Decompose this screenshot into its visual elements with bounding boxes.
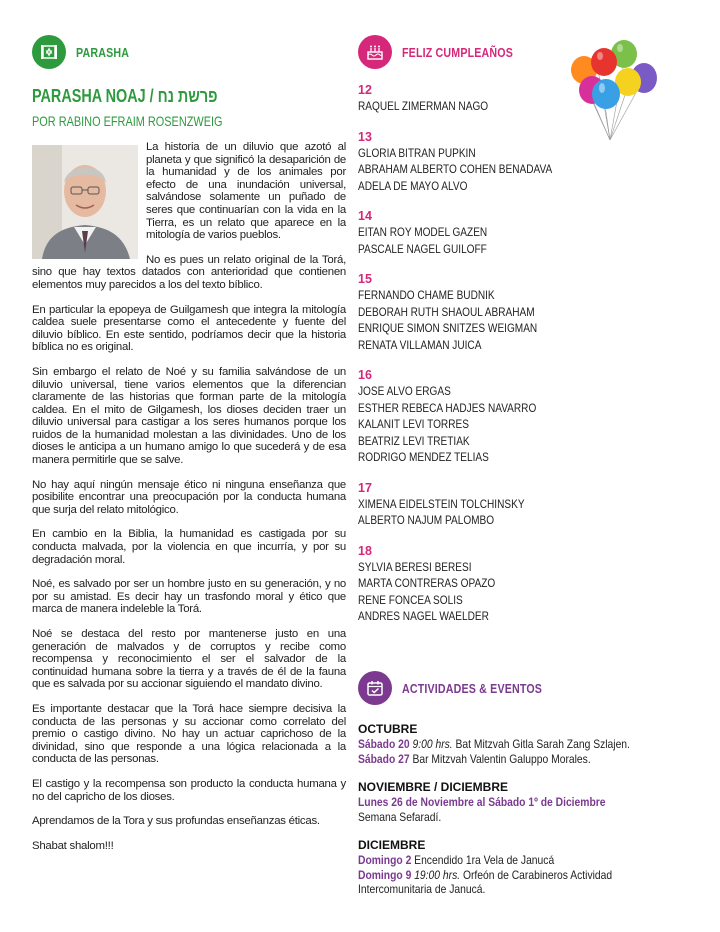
birthday-name: ABRAHAM ALBERTO COHEN BENADAVA (358, 162, 553, 176)
birthday-day: 13 (358, 129, 372, 144)
birthday-name: RAQUEL ZIMERMAN NAGO (358, 99, 489, 113)
birthday-day: 12 (358, 83, 372, 97)
parasha-header (32, 32, 346, 72)
events-month-diciembre (358, 838, 688, 897)
birthday-name: JOSE ALVO ERGAS (358, 384, 451, 398)
parasha-author: POR RABINO EFRAIM ROSENZWEIG (32, 113, 223, 129)
events-section (358, 668, 688, 897)
birthday-day: 15 (358, 272, 372, 286)
birthday-day: 16 (358, 368, 372, 382)
article-paragraph: Shabat shalom!!! (32, 839, 114, 852)
article-paragraph: La historia de un diluvio que azotó al planeta y que significó la desaparición de la humanidad y de los animales por efecto de una inundación universal, salvándose solamente un puñado de seres que continuarían con la vida en la Tierra, es un relato que aparece en la mitología de varios pueblos. (146, 141, 346, 242)
birthday-name: ANDRES NAGEL WAELDER (358, 609, 489, 623)
event-time: 9:00 hrs. (412, 737, 453, 751)
event-day: Sábado 20 (358, 737, 410, 751)
events-month-title: NOVIEMBRE / DICIEMBRE (358, 780, 509, 794)
birthday-name: ENRIQUE SIMON SNITZES WEIGMAN (358, 321, 538, 335)
birthday-group (358, 480, 688, 529)
birthday-name: PASCALE NAGEL GUILOFF (358, 241, 487, 256)
parasha-title: PARASHA NOAJ / פרשת נח (32, 86, 218, 106)
article-paragraph: No hay aquí ningún mensaje ético ni ninguna enseñanza que posibilite encontrar una preocupación por la conducta humana que surja del relato mitológico. (32, 478, 346, 516)
birthday-name: ESTHER REBECA HADJES NAVARRO (358, 400, 537, 415)
event-item (358, 737, 702, 752)
birthday-name: BEATRIZ LEVI TRETIAK (358, 433, 470, 448)
event-day: Lunes 26 de Noviembre al Sábado 1º de Diciembre (358, 795, 606, 809)
birthday-name: RODRIGO MENDEZ TELIAS (358, 450, 489, 464)
birthday-day: 18 (358, 543, 372, 558)
event-text: Bat Mitzvah Gitla Sarah Zang Szlajen. (452, 737, 630, 751)
parasha-section (32, 32, 346, 864)
event-text: Encendido 1ra Vela de Janucá (411, 853, 555, 867)
birthdays-section-label: FELIZ CUMPLEAÑOS (402, 44, 514, 60)
birthday-name: SYLVIA BERESI BERESI (358, 559, 472, 574)
birthday-name: KALANIT LEVI TORRES (358, 417, 469, 431)
article-paragraph: No es pues un relato original de la Torá, sino que hay textos datados con anterioridad que contienen elementos muy parecidos a los del texto bíblico. (32, 253, 346, 291)
rabbi-photo (32, 145, 138, 259)
birthday-group (358, 543, 688, 625)
events-month-octubre (358, 722, 688, 766)
birthday-name: XIMENA EIDELSTEIN TOLCHINSKY (358, 496, 525, 511)
birthday-name: ADELA DE MAYO ALVO (358, 178, 468, 193)
birthday-cake-icon (358, 35, 392, 69)
birthday-name: MARTA CONTRERAS OPAZO (358, 576, 496, 590)
article-paragraph: Noé se destaca del resto por mantenerse justo en una generación de malvados y de corruptos y recibe como recompensa y reconocimiento el ser el salvador de la continuidad humana sobre la tierra y a través de él de la fauna que es salvada por su accionar siguiendo el mandato divino. (32, 628, 346, 691)
event-item (358, 752, 702, 767)
event-time: 19:00 hrs. (414, 867, 461, 882)
birthday-list (358, 82, 688, 625)
article-paragraph: El castigo y la recompensa son producto la conducta humana y no del capricho de los dioses. (32, 777, 346, 803)
birthday-name: RENE FONCEA SOLIS (358, 592, 463, 607)
event-item (358, 810, 702, 825)
events-month-title: DICIEMBRE (358, 838, 426, 852)
torah-scroll-icon (32, 35, 66, 69)
events-month-noviembre-diciembre (358, 780, 688, 824)
event-text: Orfeón de Carabineros Actividad (460, 867, 613, 882)
article-paragraph: Noé, es salvado por ser un hombre justo en su generación, y no por su amistad. Es decir hay un trasfondo moral y ético que marca de manera indeleble la Torá. (32, 578, 346, 616)
article-paragraph: En cambio en la Biblia, la humanidad es castigada por su conducta malvada, por la violencia en que incurría, y por su degradación moral. (32, 528, 346, 566)
event-item (358, 795, 702, 810)
birthday-name: FERNANDO CHAME BUDNIK (358, 288, 495, 302)
events-section-label: ACTIVIDADES & EVENTOS (402, 680, 543, 696)
event-item (358, 853, 702, 868)
birthday-day: 17 (358, 480, 372, 495)
article-paragraph: En particular la epopeya de Guilgamesh que integra la mitología caldea suele presentarse como el antecedente y fuente del diluvio bíblico. En este sentido, podríamos decir que la historia bíblica no es original. (32, 303, 346, 354)
birthday-name: EITAN ROY MODEL GAZEN (358, 225, 488, 239)
event-item (358, 882, 702, 897)
birthday-name: RENATA VILLAMAN JUICA (358, 337, 482, 352)
parasha-section-label: PARASHA (76, 44, 130, 60)
parasha-article (32, 141, 346, 852)
events-month-title: OCTUBRE (358, 722, 418, 736)
article-paragraph: Es importante destacar que la Torá hace siempre decisiva la conducta de las personas y su accionar como correlato del premio o castigo divino. No hay un actuar caprichoso de la divinidad, sino que responde a una lógica relacionada a la conducta de las personas. (32, 702, 346, 766)
event-day: Domingo 2 (358, 853, 412, 867)
event-text: Bar Mitzvah Valentin Galuppo Morales. (409, 751, 591, 766)
events-header (358, 668, 688, 708)
event-day: Domingo 9 (358, 867, 412, 882)
birthday-group (358, 367, 688, 466)
calendar-check-icon (358, 671, 392, 705)
birthday-name: GLORIA BITRAN PUPKIN (358, 145, 476, 160)
birthday-group (358, 271, 688, 353)
article-paragraph: Aprendamos de la Tora y sus profundas enseñanzas éticas. (32, 815, 320, 828)
birthday-name: ALBERTO NAJUM PALOMBO (358, 513, 495, 527)
birthday-name: DEBORAH RUTH SHAOUL ABRAHAM (358, 304, 535, 319)
birthday-day: 14 (358, 209, 372, 223)
birthday-group (358, 208, 688, 257)
article-paragraph: Sin embargo el relato de Noé y su familia salvándose de un diluvio universal, tiene varios elementos que la diferencian claramente de las historias que forman parte de la mitología caldea. En el mito de Gilgamesh, los dioses deciden traer un diluvio universal para castigar a los seres humanos porque los ruidos de la humanidad molestan a las divinidades. Uno de los dioses le anticipa a un humano amigo lo que sucederá y de esa manera permitirle que se salve. (32, 365, 346, 467)
balloons-illustration (564, 40, 660, 144)
event-item (358, 868, 702, 883)
event-text: Intercomunitaria de Janucá. (358, 882, 486, 896)
event-text: Semana Sefaradí. (358, 809, 442, 824)
event-day: Sábado 27 (358, 751, 410, 766)
